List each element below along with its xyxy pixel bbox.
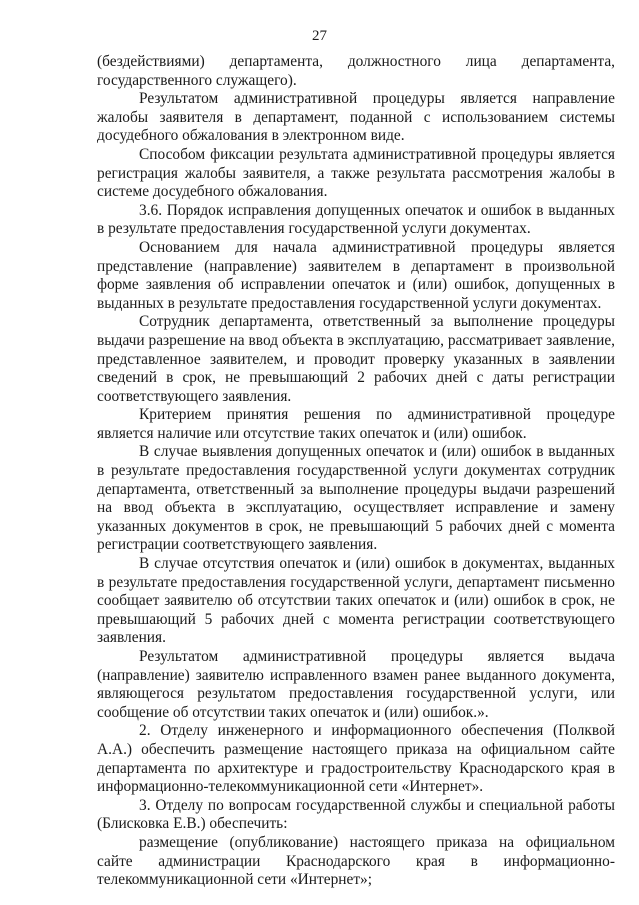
page-number: 27	[312, 28, 327, 44]
paragraph: размещение (опубликование) настоящего приказа на официальном сайте администрации Краснодарского края в информационно-телекоммуникационной сети «Интернет»;	[97, 833, 615, 889]
paragraph: Результатом административной процедуры является выдача (направление) заявителю исправленного взамен ранее выданного документа, являющегося результатом предоставления государственной услуги, или сообщение об отсутствии таких опечаток и (или) ошибок.».	[97, 648, 615, 721]
paragraph: Критерием принятия решения по административной процедуре является наличие или отсутствие таких опечаток и (или) ошибок.	[97, 406, 615, 442]
paragraph: Сотрудник департамента, ответственный за выполнение процедуры выдачи разрешение на ввод объекта в эксплуатацию, рассматривает заявление, представленное заявителем, и проводит проверку указанных в заявлении сведений в срок, не превышающий 2 рабочих дней с даты регистрации соответствующего заявления.	[97, 313, 615, 405]
section-heading: 3.6. Порядок исправления допущенных опечаток и ошибок в выданных в результате предоставления государственной услуги документах.	[97, 201, 615, 238]
document-body	[97, 53, 615, 890]
paragraph: (бездействиями) департамента, должностного лица департамента, государственного служащего).	[97, 53, 615, 89]
paragraph: В случае выявления допущенных опечаток и (или) ошибок в выданных в результате предоставления государственной услуги документах сотрудник департамента, ответственный за выполнение процедуры выдачи разрешений на ввод объекта в эксплуатацию, осуществляет исправление и замену указанных документов в срок, не превышающий 5 рабочих дней с момента регистрации соответствующего заявления.	[97, 443, 615, 554]
paragraph: Результатом административной процедуры является направление жалобы заявителя в департамент, поданной с использованием системы досудебного обжалования в электронном виде.	[97, 90, 615, 145]
paragraph: Основанием для начала административной процедуры является представление (направление) заявителем в департамент в произвольной форме заявления об исправлении опечаток и (или) ошибок, допущенных в выданных в результате предоставления государственной услуги документах.	[97, 238, 615, 312]
paragraph: Способом фиксации результата административной процедуры является регистрация жалобы заявителя, а также результата рассмотрения жалобы в системе досудебного обжалования.	[97, 145, 615, 201]
paragraph: 3. Отделу по вопросам государственной службы и специальной работы (Блисковка Е.В.) обеспечить:	[97, 796, 615, 833]
paragraph: 2. Отделу инженерного и информационного обеспечения (Полквой А.А.) обеспечить размещение настоящего приказа на официальном сайте департамента по архитектуре и градостроительству Краснодарского края в информационно-телекоммуникационной сети «Интернет».	[97, 722, 615, 796]
paragraph: В случае отсутствия опечаток и (или) ошибок в документах, выданных в результате предоставления государственной услуги, департамент письменно сообщает заявителю об отсутствии таких опечаток и (или) ошибок в срок, не превышающий 5 рабочих дней с момента регистрации соответствующего заявления.	[97, 555, 615, 647]
